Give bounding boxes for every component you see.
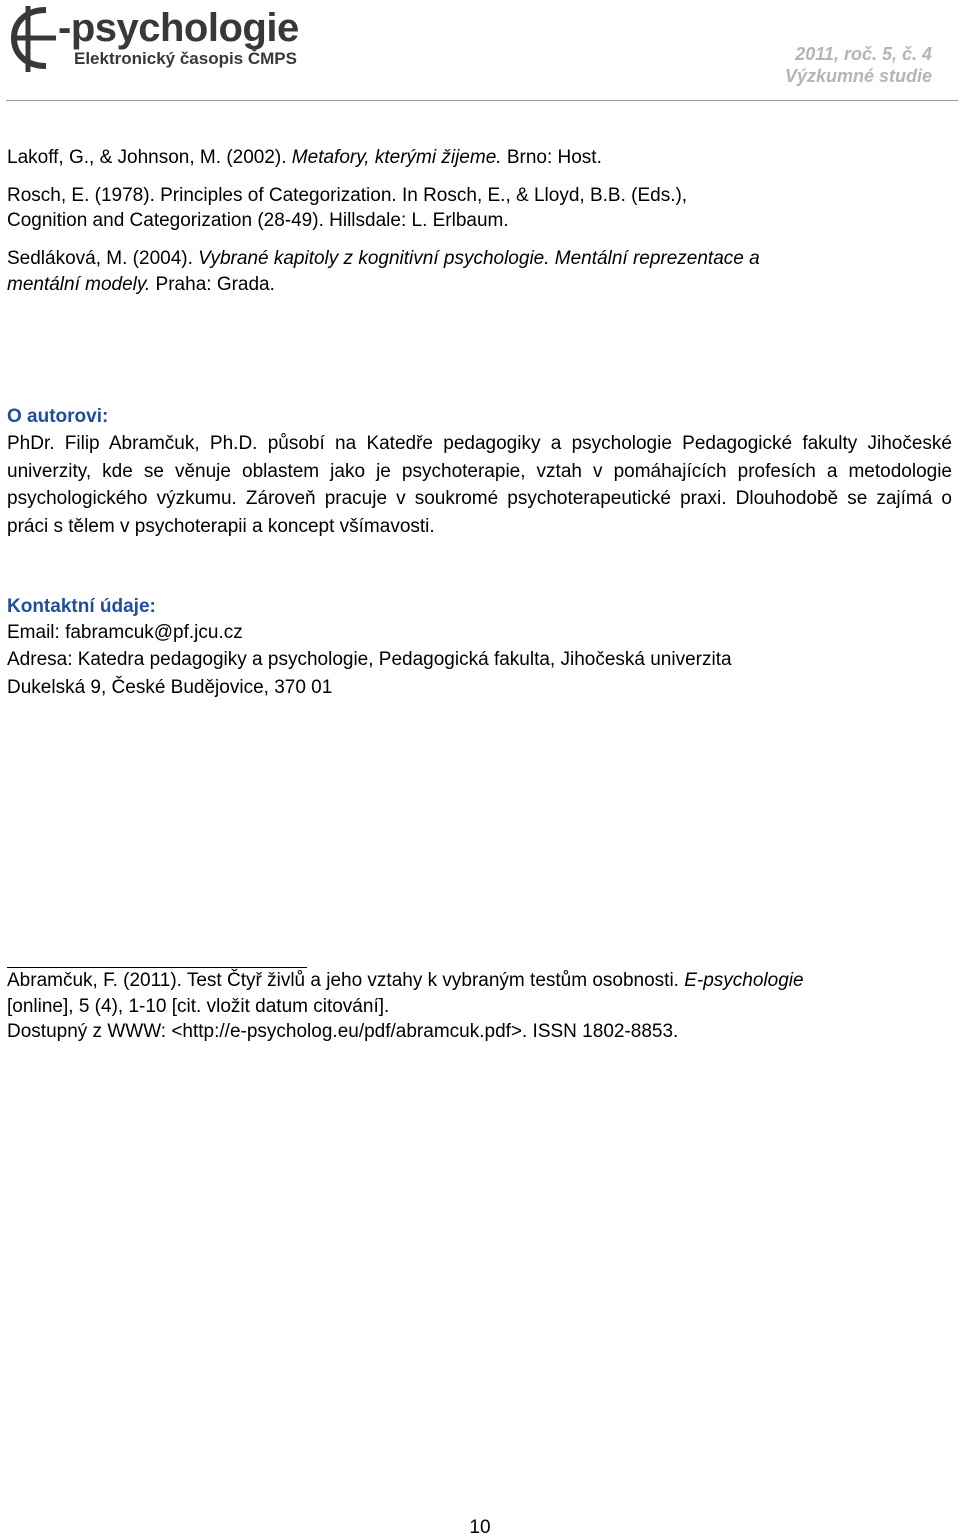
- citation-line3: Dostupný z WWW: <http://e-psycholog.eu/pdf/abramcuk.pdf>. ISSN 1802-8853.: [7, 1021, 679, 1042]
- about-text: PhDr. Filip Abramčuk, Ph.D. působí na Katedře pedagogiky a psychologie Pedagogické fakulty Jihočeské univerzity, kde se věnuje oblastem jako je psychoterapie, vztah v pomáhajících profesích a metodologie psychologického výzkumu. Zároveň pracuje v soukromé psychoterapeutické praxi. Dlouhodobě se zajímá o práci s tělem v psychoterapii a koncept všímavosti.: [7, 433, 952, 537]
- logo-wordmark: -psychologie: [58, 6, 299, 50]
- page-number: 10: [469, 1517, 491, 1538]
- issue-number: 2011, roč. 5, č. 4: [795, 44, 932, 64]
- page-header: [0, 0, 960, 102]
- footnote-rule: [7, 967, 307, 968]
- reference-lakoff: Lakoff, G., & Johnson, M. (2002). Metafory, kterými žijeme. Brno: Host.: [7, 147, 602, 168]
- contact-address-line2: Dukelská 9, České Budějovice, 370 01: [7, 677, 333, 698]
- citation-line2: [online], 5 (4), 1-10 [cit. vložit datum citování].: [7, 996, 390, 1017]
- logo-subtitle: Elektronický časopis ČMPS: [74, 49, 297, 68]
- reference-rosch-line2: Cognition and Categorization (28-49). Hillsdale: L. Erlbaum.: [7, 210, 509, 231]
- about-heading: O autorovi:: [7, 406, 109, 427]
- reference-rosch-line1: Rosch, E. (1978). Principles of Categorization. In Rosch, E., & Lloyd, B.B. (Eds.),: [7, 185, 688, 206]
- reference-sedlakova-line2: mentální modely. Praha: Grada.: [7, 274, 275, 295]
- section-name: Výzkumné studie: [784, 66, 932, 86]
- contact-address-line1: Adresa: Katedra pedagogiky a psychologie, Pedagogická fakulta, Jihočeská univerzita: [7, 649, 732, 670]
- reference-sedlakova-line1: Sedláková, M. (2004). Vybrané kapitoly z kognitivní psychologie. Mentální reprezentace a: [7, 248, 760, 269]
- citation-line1: Abramčuk, F. (2011). Test Čtyř živlů a jeho vztahy k vybraným testům osobnosti. E-psychologie: [7, 970, 804, 991]
- contact-heading: Kontaktní údaje:: [7, 596, 156, 617]
- psi-logo-icon: [6, 4, 66, 74]
- journal-logo: [6, 4, 366, 74]
- issue-info: [785, 43, 932, 87]
- contact-email: Email: fabramcuk@pf.jcu.cz: [7, 622, 243, 643]
- header-rule: [6, 100, 958, 101]
